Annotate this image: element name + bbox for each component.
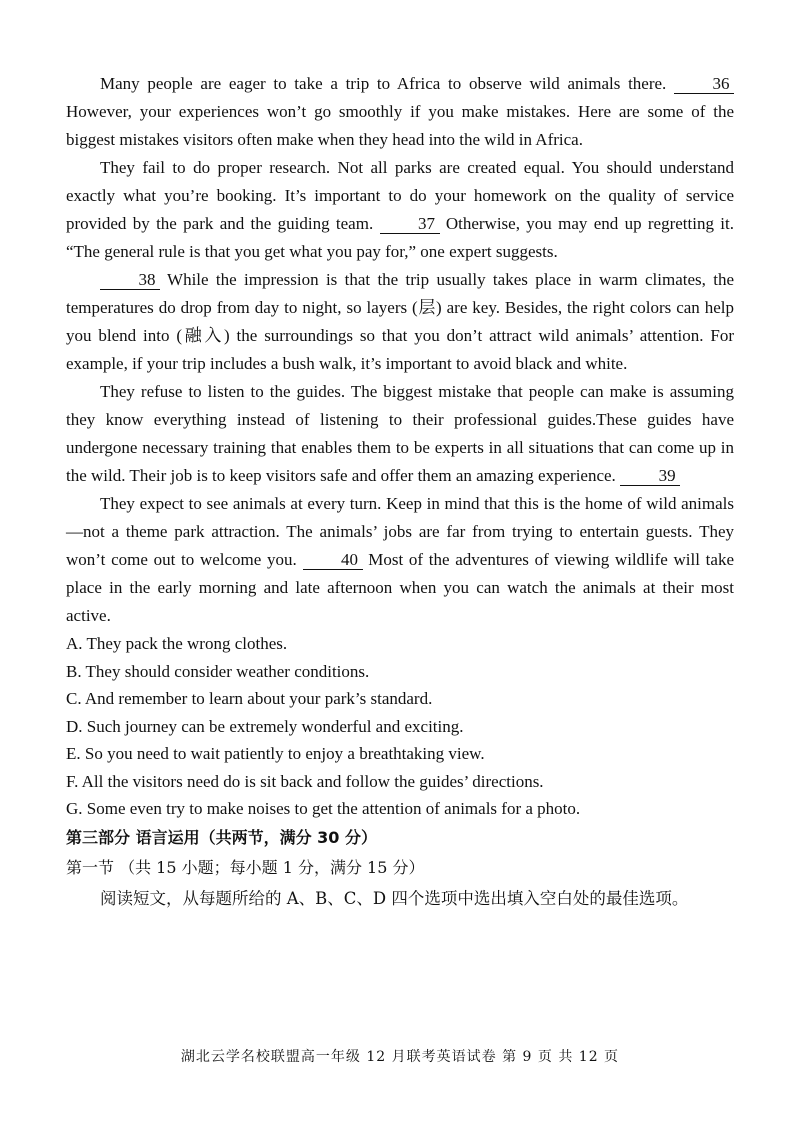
- passage-paragraph-2: [66, 154, 734, 266]
- option-g: G. Some even try to make noises to get the attention of animals for a photo.: [66, 799, 581, 818]
- page-content: [66, 70, 734, 915]
- answer-blank-37: 37: [380, 215, 440, 234]
- section-title: 第三部分 语言运用（共两节，满分 30 分）: [66, 827, 377, 847]
- option-b: B. They should consider weather conditions.: [66, 661, 370, 681]
- paragraph-text: Otherwise, you may end up regretting it. “The general rule is that you get what you pay for,” one expert suggests.: [66, 214, 734, 261]
- passage-paragraph-5: [66, 490, 734, 630]
- paragraph-text: Most of the adventures of viewing wildlife will take place in the early morning and late afternoon when you can watch the animals at their most active.: [66, 550, 734, 625]
- paragraph-text: They fail to do proper research. Not all parks are created equal. You should understand exactly what you’re booking. It’s important to do your homework on the quality of service provided by the park and the guiding team.: [66, 158, 734, 233]
- paragraph-text: They refuse to listen to the guides. The biggest mistake that people can make is assuming they know everything instead of listening to their professional guides.These guides have undergone necessary training that enables them to be experts in all situations that can come up in the wild. Their job is to keep visitors safe and offer them an amazing experience.: [66, 382, 734, 485]
- page-footer: 湖北云学名校联盟高一年级 12 月联考英语试卷 第 9 页 共 12 页: [180, 1049, 620, 1065]
- option-c: C. And remember to learn about your park’s standard.: [66, 689, 433, 708]
- subsection-title: 第一节 （共 15 小题；每小题 1 分，满分 15 分）: [66, 857, 425, 877]
- passage-paragraph-1: [66, 70, 734, 154]
- paragraph-text: Many people are eager to take a trip to Africa to observe wild animals there.: [100, 74, 674, 93]
- section-instruction: 阅读短文，从每题所给的 A、B、C、D 四个选项中选出填入空白处的最佳选项。: [100, 888, 689, 908]
- option-f: F. All the visitors need do is sit back and follow the guides’ directions.: [66, 771, 544, 791]
- paragraph-text: However, your experiences won’t go smoothly if you make mistakes. Here are some of the biggest mistakes visitors often make when they head into the wild in Africa.: [66, 102, 734, 149]
- answer-options: [66, 630, 734, 823]
- answer-blank-36: 36: [674, 75, 734, 94]
- answer-blank-40: 40: [303, 551, 363, 570]
- answer-blank-39: 39: [620, 467, 680, 486]
- passage-paragraph-3: [66, 266, 734, 378]
- option-e: E. So you need to wait patiently to enjoy a breathtaking view.: [66, 744, 485, 763]
- paragraph-text: While the impression is that the trip usually takes place in warm climates, the temperatures do drop from day to night, so layers (层) are key. Besides, the right colors can help you blend into (融入) the surroundings so that you don’t attract wild animals’ attention. For example, if your trip includes a bush walk, it’s important to avoid black and white.: [66, 270, 734, 373]
- option-d: D. Such journey can be extremely wonderful and exciting.: [66, 716, 464, 736]
- passage-paragraph-4: [66, 378, 734, 490]
- answer-blank-38: 38: [100, 271, 160, 290]
- paragraph-text: They expect to see animals at every turn. Keep in mind that this is the home of wild animals—not a theme park attraction. The animals’ jobs are far from trying to entertain guests. They won’t come out to welcome you.: [66, 494, 734, 569]
- option-a: A. They pack the wrong clothes.: [66, 634, 288, 653]
